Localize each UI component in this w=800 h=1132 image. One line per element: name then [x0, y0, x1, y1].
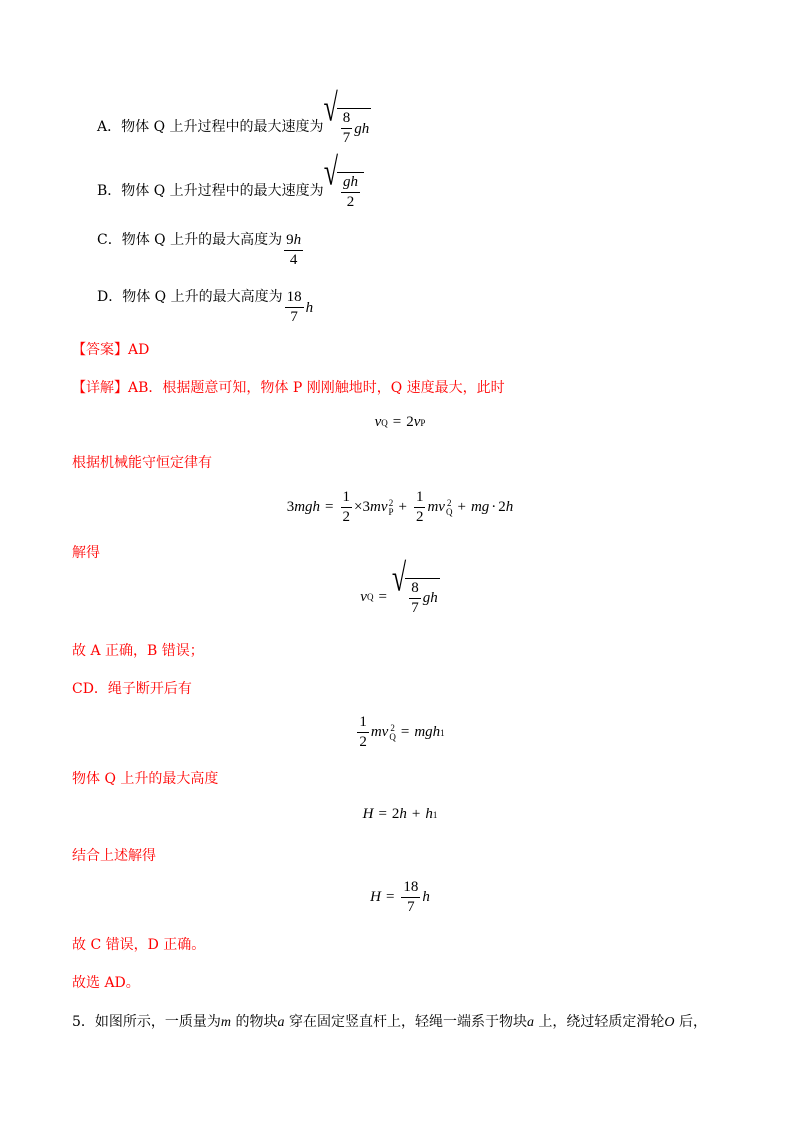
option-d-label: D． — [97, 289, 123, 305]
explanation-text-1: AB．根据题意可知，物体 P 刚刚触地时，Q 速度最大，此时 — [128, 380, 505, 396]
option-b-label: B． — [97, 183, 122, 199]
option-c[interactable] — [97, 230, 305, 268]
pulley-o-symbol: O — [664, 1015, 675, 1030]
question-text-5: 后， — [674, 1014, 707, 1030]
question-text-3: 穿在固定竖直杆上，轻绳一端系于物块 — [284, 1014, 527, 1030]
question-5-stem — [72, 1012, 707, 1033]
explanation-line-5: CD．绳子断开后有 — [72, 681, 192, 697]
block-a-symbol: a — [277, 1015, 285, 1030]
option-a-text: 物体 Q 上升过程中的最大速度为 — [121, 119, 324, 135]
option-d-text: 物体 Q 上升的最大高度为 — [122, 289, 283, 305]
question-text-2: 的物块 — [231, 1014, 278, 1030]
equation-vq-result: v Q = √ $\frac{8}{7}$ gh — [360, 556, 438, 616]
question-text-1: 如图所示，一质量为 — [94, 1014, 221, 1030]
option-d-formula: $\frac{18}{7}$ h — [286, 289, 314, 325]
option-a-label: A． — [97, 119, 122, 135]
option-b[interactable] — [97, 150, 364, 210]
question-number: 5． — [72, 1014, 95, 1030]
answer-line — [72, 340, 149, 360]
explanation-line-9: 故选 AD。 — [72, 975, 140, 991]
equation-velocity-relation: v Q = 2 v P — [374, 414, 426, 430]
block-a-symbol-2: a — [526, 1015, 534, 1030]
option-a[interactable] — [97, 86, 371, 146]
explanation-line-2: 根据机械能守恒定律有 — [72, 455, 212, 471]
option-c-formula: $\frac{9h}{4}$ — [286, 232, 302, 268]
explanation-tag: 【详解】 — [72, 380, 128, 396]
option-c-text: 物体 Q 上升的最大高度为 — [121, 232, 283, 248]
option-a-formula: √ $\frac{8}{7}$ gh — [323, 86, 370, 146]
equation-max-height-result: H = $\frac{18}{7}$ h — [370, 879, 430, 915]
explanation-line-1 — [72, 378, 505, 398]
option-b-text: 物体 Q 上升过程中的最大速度为 — [121, 183, 324, 199]
mass-symbol: m — [220, 1015, 232, 1030]
explanation-line-8: 故 C 错误，D 正确。 — [72, 937, 206, 953]
option-c-label: C． — [97, 232, 122, 248]
option-b-formula: √ $\frac{gh}{2}$ — [324, 172, 364, 210]
explanation-line-7: 结合上述解得 — [72, 848, 156, 864]
explanation-line-4: 故 A 正确，B 错误； — [72, 643, 204, 659]
option-d[interactable] — [97, 287, 313, 325]
answer-value: AD — [128, 342, 150, 358]
explanation-line-6: 物体 Q 上升的最大高度 — [72, 771, 219, 787]
question-text-4: 上，绕过轻质定滑轮 — [533, 1014, 665, 1030]
answer-tag: 【答案】 — [72, 342, 128, 358]
equation-rise-energy: $\frac{1}{2}$ mv 2 Q = mgh 1 — [359, 714, 445, 750]
equation-energy-conservation: 3 mgh = $\frac{1}{2}$ ×3 mv 2 P + $\frac{1}{2}$ mv 2 Q + mg · 2 h — [286, 489, 514, 525]
equation-max-height-sum: H = 2 h + h 1 — [362, 806, 438, 822]
explanation-line-3: 解得 — [72, 545, 100, 561]
